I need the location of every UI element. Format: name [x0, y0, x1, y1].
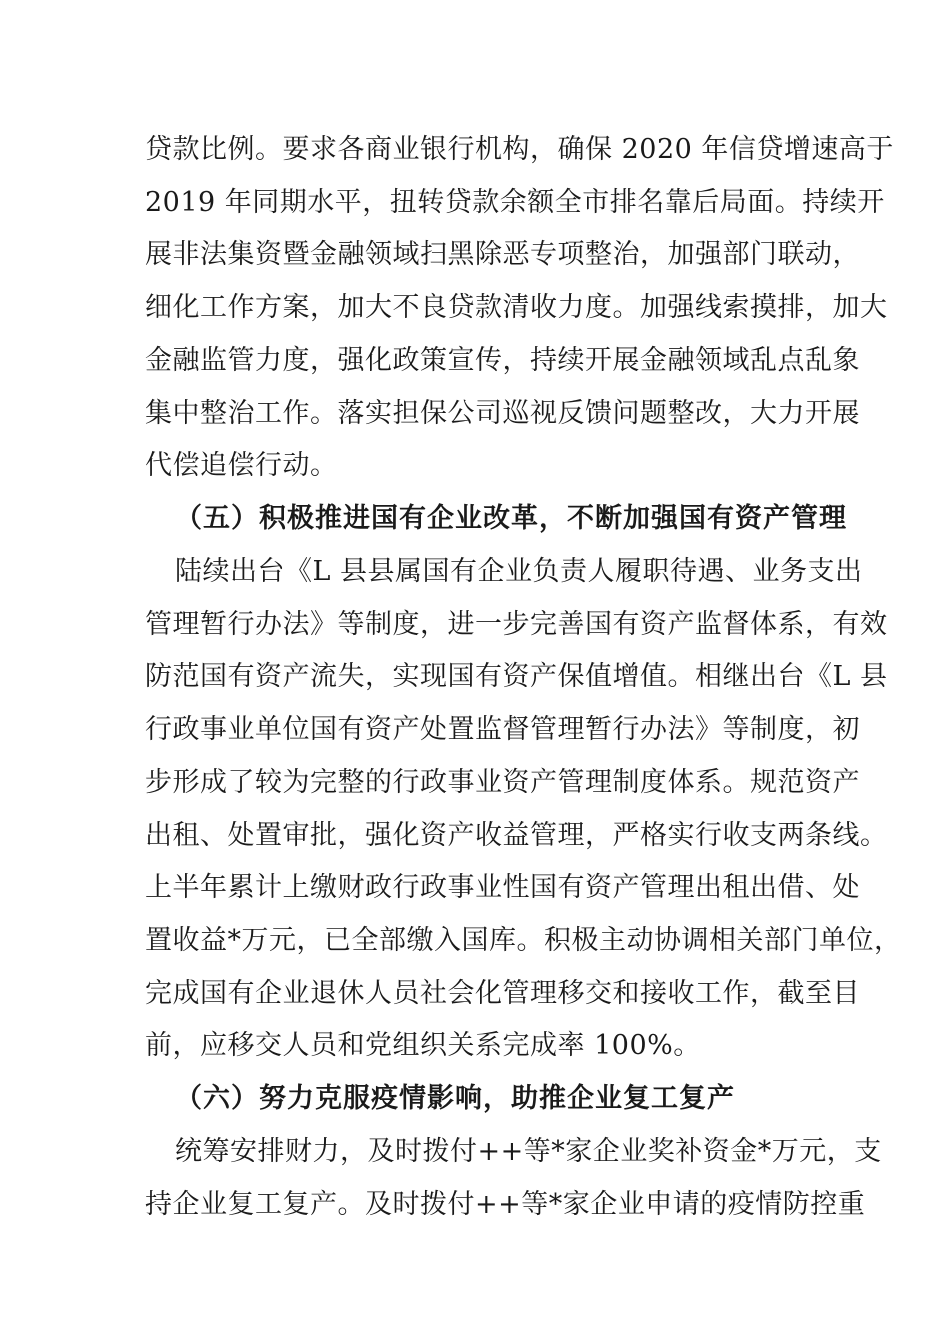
paragraph-line: 步形成了较为完整的行政事业资产管理制度体系。规范资产 — [145, 767, 860, 798]
paragraph-line: 完成国有企业退休人员社会化管理移交和接收工作，截至目 — [145, 978, 860, 1009]
paragraph-line: 2019 年同期水平，扭转贷款余额全市排名靠后局面。持续开 — [145, 187, 885, 218]
section-heading: （六）努力克服疫情影响，助推企业复工复产 — [175, 1083, 735, 1114]
paragraph-line: 细化工作方案，加大不良贷款清收力度。加强线索摸排，加大 — [145, 292, 888, 323]
paragraph-line: 展非法集资暨金融领域扫黑除恶专项整治，加强部门联动， — [145, 239, 860, 270]
paragraph-line: 集中整治工作。落实担保公司巡视反馈问题整改，大力开展 — [145, 398, 860, 429]
paragraph-line: 前，应移交人员和党组织关系完成率 100%。 — [145, 1030, 701, 1061]
paragraph-line: 行政事业单位国有资产处置监督管理暂行办法》等制度，初 — [145, 714, 860, 745]
paragraph-line: 出租、处置审批，强化资产收益管理，严格实行收支两条线。 — [145, 820, 888, 851]
paragraph-line: 防范国有资产流失，实现国有资产保值增值。相继出台《L 县 — [145, 661, 888, 692]
paragraph-line: 统筹安排财力，及时拨付++等*家企业奖补资金*万元，支 — [175, 1136, 882, 1167]
paragraph-line: 置收益*万元，已全部缴入国库。积极主动协调相关部门单位， — [145, 925, 902, 956]
paragraph-line: 陆续出台《L 县县属国有企业负责人履职待遇、业务支出 — [175, 556, 863, 587]
paragraph-line: 管理暂行办法》等制度，进一步完善国有资产监督体系，有效 — [145, 609, 888, 640]
paragraph-line: 上半年累计上缴财政行政事业性国有资产管理出租出借、处 — [145, 872, 860, 903]
paragraph-line: 金融监管力度，强化政策宣传，持续开展金融领域乱点乱象 — [145, 345, 860, 376]
paragraph-line: 贷款比例。要求各商业银行机构，确保 2020 年信贷增速高于 — [145, 134, 894, 165]
paragraph-line: 持企业复工复产。及时拨付++等*家企业申请的疫情防控重 — [145, 1189, 866, 1220]
section-heading: （五）积极推进国有企业改革，不断加强国有资产管理 — [175, 503, 847, 534]
paragraph-line: 代偿追偿行动。 — [145, 450, 338, 481]
